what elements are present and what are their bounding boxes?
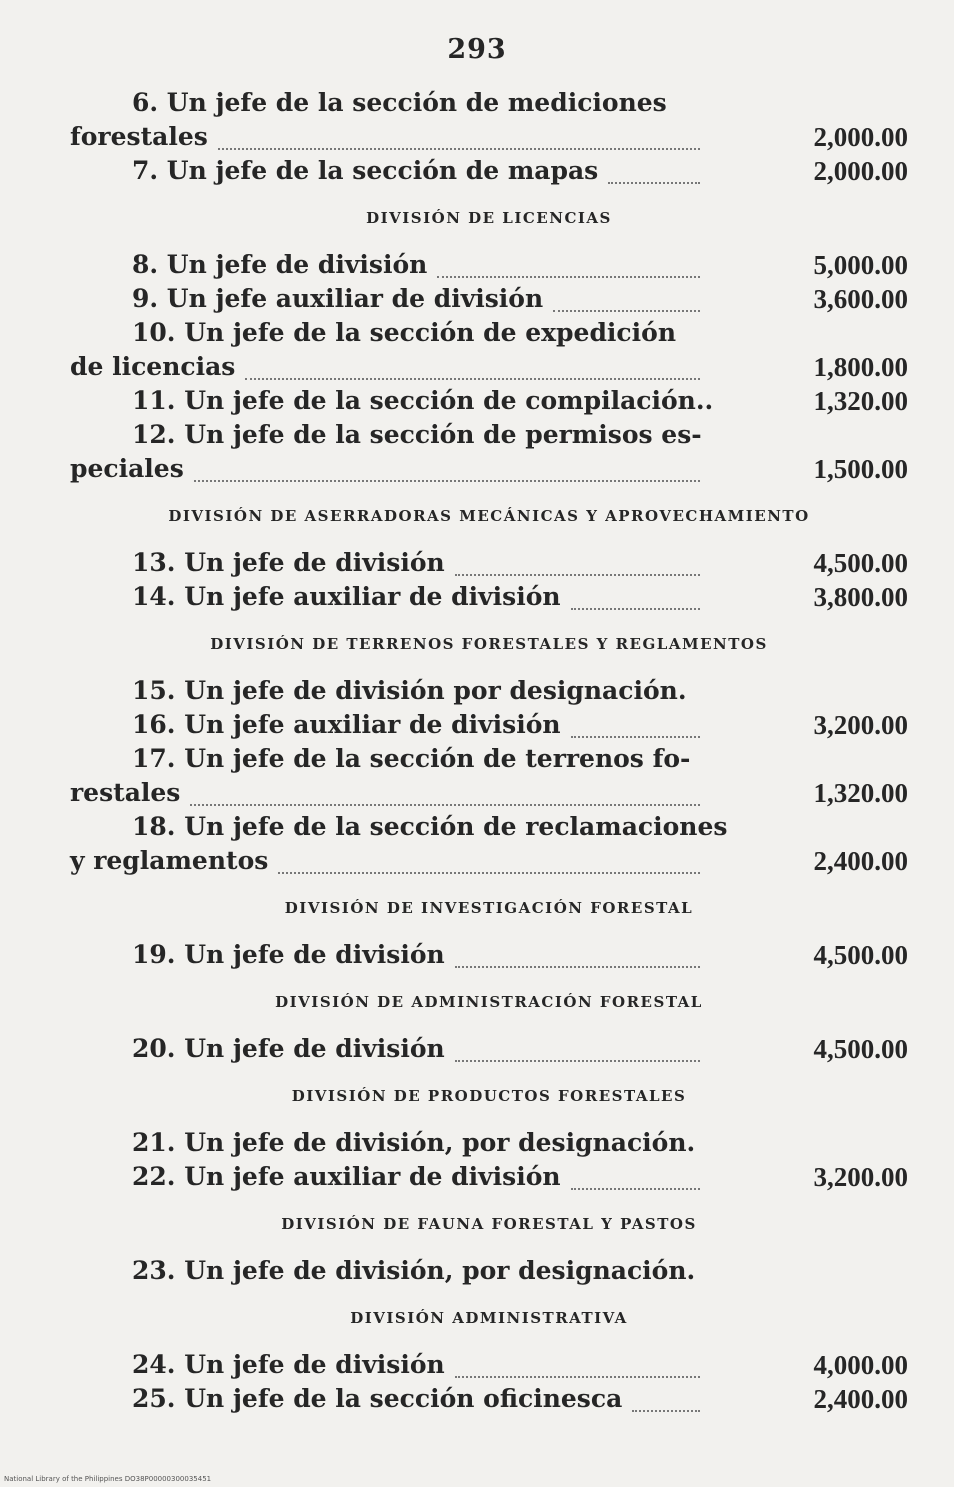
item-line: [70, 778, 908, 812]
item-text: 20. Un jefe de división: [132, 1034, 445, 1063]
salary-amount: 2,400.00: [813, 1384, 908, 1414]
dot-leaders: [194, 458, 700, 482]
item-line: [70, 386, 908, 420]
item-text: 18. Un jefe de la sección de reclamaciones: [132, 812, 728, 841]
item-text: 19. Un jefe de división: [132, 940, 445, 969]
item-text: de licencias: [70, 352, 236, 381]
salary-amount: 1,320.00: [813, 386, 908, 416]
section-heading: DIVISIÓN DE ASERRADORAS MECÁNICAS Y APROVECHAMIENTO: [168, 507, 810, 525]
dot-leaders: [218, 126, 700, 150]
dot-leaders: [455, 944, 700, 968]
page-number: 293: [447, 34, 507, 65]
item-line: [70, 1350, 908, 1384]
item-line: [70, 1034, 908, 1068]
document-body: [70, 88, 908, 1418]
item-line: [70, 318, 908, 352]
item-text: 10. Un jefe de la sección de expedición: [132, 318, 676, 347]
section-heading: DIVISIÓN ADMINISTRATIVA: [350, 1309, 628, 1327]
item-line: [70, 1256, 908, 1290]
salary-amount: 3,200.00: [813, 710, 908, 740]
item-text: 15. Un jefe de división por designación.: [132, 676, 687, 705]
item-text: 13. Un jefe de división: [132, 548, 445, 577]
item-line: [70, 744, 908, 778]
item-line: [70, 420, 908, 454]
item-text: 8. Un jefe de división: [132, 250, 428, 279]
item-line: [70, 454, 908, 488]
item-line: [70, 582, 908, 616]
item-line: [70, 1162, 908, 1196]
salary-amount: 1,500.00: [813, 454, 908, 484]
salary-amount: 2,000.00: [813, 156, 908, 186]
dot-leaders: [632, 1388, 700, 1412]
item-line: [70, 812, 908, 846]
dot-leaders: [571, 714, 700, 738]
salary-amount: 3,200.00: [813, 1162, 908, 1192]
item-line: [70, 122, 908, 156]
dot-leaders: [455, 1354, 700, 1378]
item-text: y reglamentos: [70, 846, 269, 875]
salary-amount: 2,400.00: [813, 846, 908, 876]
item-text: 25. Un jefe de la sección oficinesca: [132, 1384, 623, 1413]
item-text: peciales: [70, 454, 184, 483]
item-text: 12. Un jefe de la sección de permisos es-: [132, 420, 702, 449]
salary-amount: 4,000.00: [813, 1350, 908, 1380]
item-line: [70, 548, 908, 582]
item-text: 16. Un jefe auxiliar de división: [132, 710, 561, 739]
item-line: [70, 1384, 908, 1418]
section-heading: DIVISIÓN DE TERRENOS FORESTALES Y REGLAMENTOS: [210, 635, 768, 653]
dot-leaders: [190, 782, 700, 806]
section-heading: DIVISIÓN DE INVESTIGACIÓN FORESTAL: [284, 899, 694, 917]
salary-amount: 5,000.00: [813, 250, 908, 280]
salary-amount: 3,600.00: [813, 284, 908, 314]
item-text: 6. Un jefe de la sección de mediciones: [132, 88, 667, 117]
item-line: [70, 846, 908, 880]
item-text: 21. Un jefe de división, por designación.: [132, 1128, 696, 1157]
item-line: [70, 156, 908, 190]
salary-amount: 4,500.00: [813, 548, 908, 578]
item-text: 23. Un jefe de división, por designación.: [132, 1256, 696, 1285]
item-line: [70, 88, 908, 122]
item-text: 7. Un jefe de la sección de mapas: [132, 156, 599, 185]
salary-amount: 4,500.00: [813, 1034, 908, 1064]
item-line: [70, 940, 908, 974]
salary-amount: 1,320.00: [813, 778, 908, 808]
section-heading: DIVISIÓN DE PRODUCTOS FORESTALES: [291, 1087, 687, 1105]
salary-amount: 1,800.00: [813, 352, 908, 382]
section-heading: DIVISIÓN DE FAUNA FORESTAL Y PASTOS: [281, 1215, 697, 1233]
salary-amount: 2,000.00: [813, 122, 908, 152]
section-heading: DIVISIÓN DE ADMINISTRACIÓN FORESTAL: [275, 993, 703, 1011]
item-text: 24. Un jefe de división: [132, 1350, 445, 1379]
dot-leaders: [455, 552, 700, 576]
item-line: [70, 284, 908, 318]
dot-leaders: [571, 1166, 700, 1190]
dot-leaders: [437, 254, 700, 278]
salary-amount: 3,800.00: [813, 582, 908, 612]
scan-footer: National Library of the Philippines DO38P00000300035451: [4, 1475, 212, 1483]
item-line: [70, 352, 908, 386]
item-text: 22. Un jefe auxiliar de división: [132, 1162, 561, 1191]
item-text: 9. Un jefe auxiliar de división: [132, 284, 544, 313]
item-line: [70, 250, 908, 284]
item-text: forestales: [70, 122, 208, 151]
dot-leaders: [608, 160, 700, 184]
dot-leaders: [571, 586, 700, 610]
item-text: 17. Un jefe de la sección de terrenos fo-: [132, 744, 691, 773]
item-text: 14. Un jefe auxiliar de división: [132, 582, 561, 611]
item-text: 11. Un jefe de la sección de compilación..: [132, 386, 714, 415]
dot-leaders: [553, 288, 700, 312]
item-line: [70, 710, 908, 744]
dot-leaders: [455, 1038, 700, 1062]
item-line: [70, 676, 908, 710]
item-text: restales: [70, 778, 181, 807]
section-heading: DIVISIÓN DE LICENCIAS: [366, 209, 612, 227]
dot-leaders: [278, 850, 700, 874]
salary-amount: 4,500.00: [813, 940, 908, 970]
item-line: [70, 1128, 908, 1162]
dot-leaders: [245, 356, 700, 380]
